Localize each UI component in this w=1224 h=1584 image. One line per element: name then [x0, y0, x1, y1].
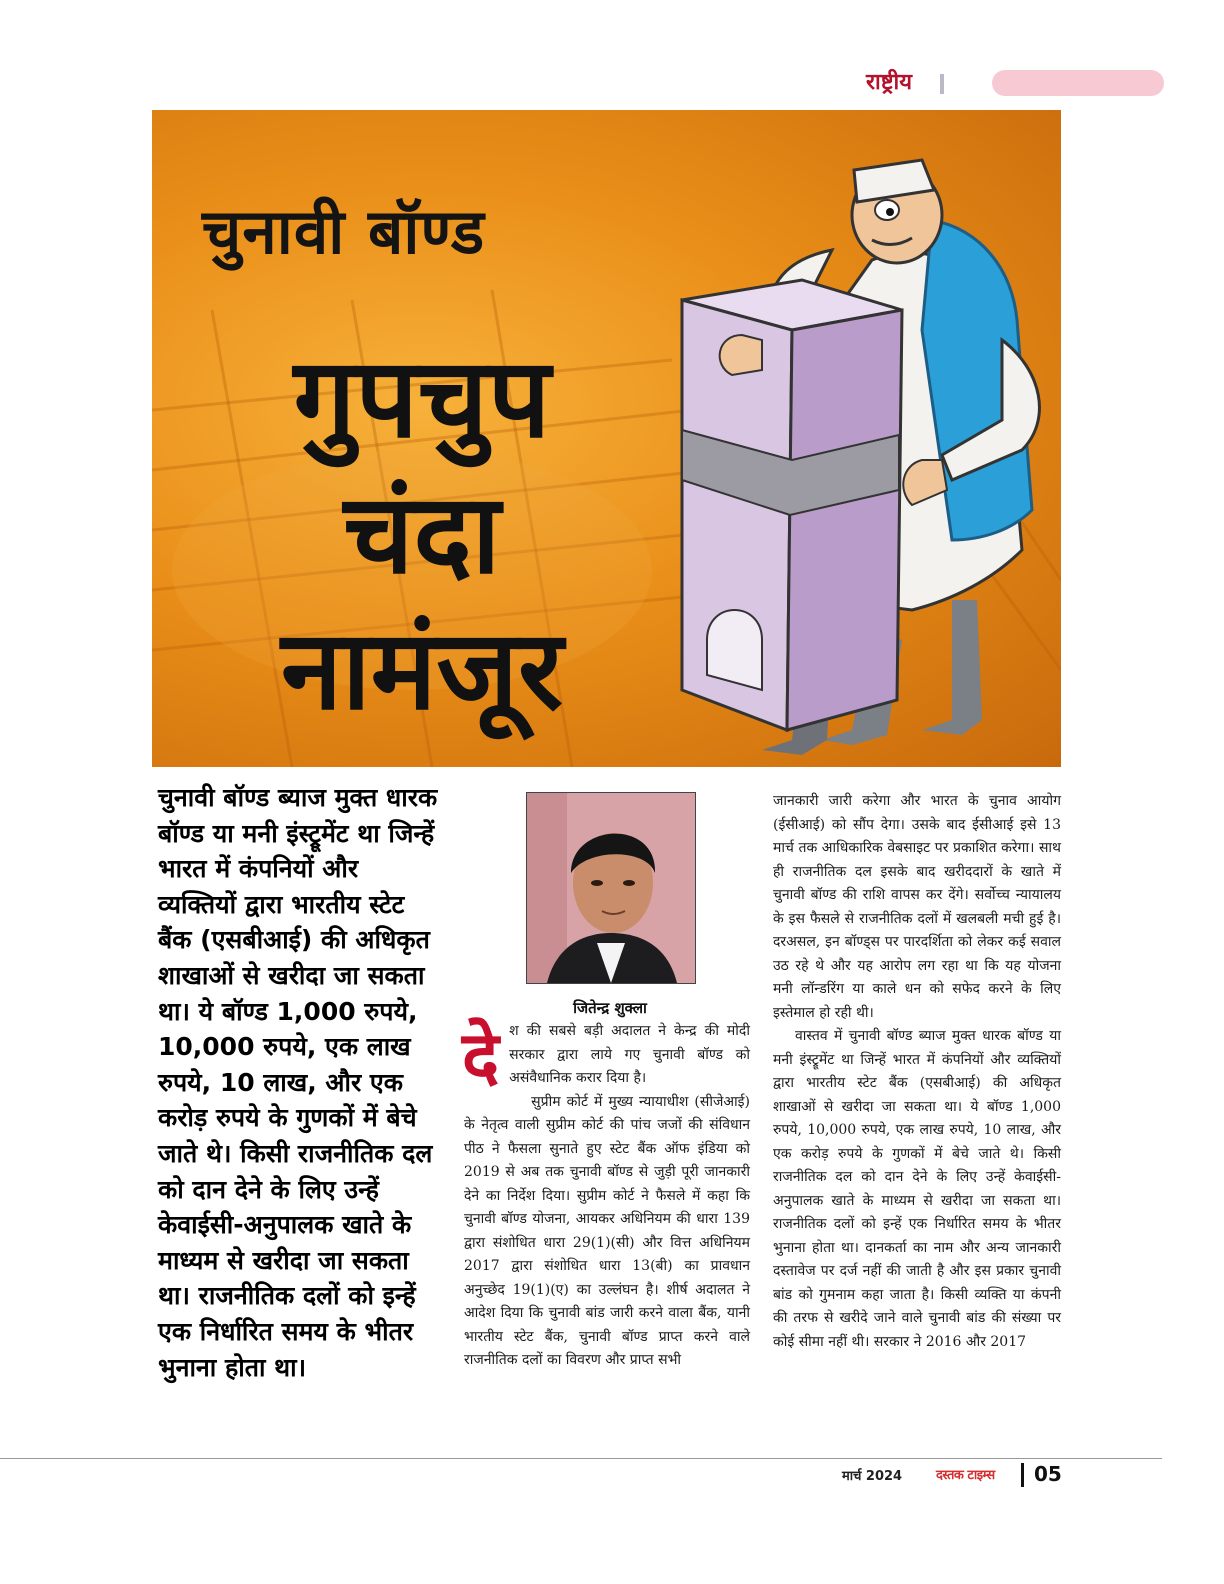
dropcap: दे — [462, 1016, 500, 1098]
hero-illustration — [152, 110, 1061, 767]
article-paragraph: सुप्रीम कोर्ट में मुख्य न्यायाधीश (सीजेआई) के नेतृत्व वाली सुप्रीम कोर्ट की पांच जजों की संविधान पीठ ने फैसला सुनाते हुए स्टेट बैंक ऑफ इंडिया को 2019 से अब तक चुनावी बॉण्ड से जुड़ी पूरी जानकारी देने का निर्देश दिया। सुप्रीम कोर्ट ने फैसले में कहा कि चुनावी बॉण्ड योजना, आयकर अधिनियम की धारा 139 द्वारा संशोधित धारा 29(1)(सी) और वित्त अधिनियम 2017 द्वारा संशोधित धारा 13(बी) का प्रावधान अनुच्छेद 19(1)(ए) का उल्लंघन है। शीर्ष अदालत ने आदेश दिया कि चुनावी बांड जारी करने वाला बैंक, यानी भारतीय स्टेट बैंक, चुनावी बॉण्ड प्राप्त करने वाले राजनीतिक दलों का विवरण और प्राप्त सभी — [464, 1093, 750, 1368]
article-column-1 — [462, 1016, 750, 1373]
headline-line-3: नामंजूर — [281, 606, 563, 734]
author-name-caption: जितेन्द्र शुक्ला — [573, 999, 647, 1017]
headline-line-2: चंदा — [343, 470, 501, 598]
section-label: राष्ट्रीय — [866, 70, 913, 95]
article-paragraph: जानकारी जारी करेगा और भारत के चुनाव आयोग (ईसीआई) को सौंप देगा। उसके बाद ईसीआई इसे 13 मार्च तक आधिकारिक वेबसाइट पर प्रकाशित करेगा। साथ ही राजनीतिक दल इसके बाद खरीददारों के खाते में चुनावी बॉण्ड की राशि वापस कर देंगे। सर्वोच्च न्यायालय के इस फैसले से राजनीतिक दलों में खलबली मची हुई है। दरअसल, इन बॉण्ड्स पर पारदर्शिता को लेकर कई सवाल उठ रहे थे और यह आरोप लग रहा था कि यह योजना मनी लॉन्डरिंग या काले धन को सफेद करने के लिए इस्तेमाल हो रही थी। — [773, 793, 1061, 1021]
issue-date: मार्च 2024 — [842, 1469, 903, 1484]
footer-separator — [1021, 1463, 1024, 1487]
author-portrait — [527, 793, 695, 983]
section-divider — [940, 74, 944, 94]
headline-line-1: गुपचुप — [293, 334, 551, 462]
footer-divider — [0, 1458, 1162, 1459]
section-decoration-pill — [992, 70, 1164, 96]
article-opening-paragraph — [462, 1016, 750, 1373]
hero-headline — [212, 330, 632, 738]
article-column-2 — [773, 790, 1061, 1354]
politician-hugging-cash-bundle-illustration — [622, 130, 1052, 760]
publication-logo: दस्तक टाइम्स — [936, 1468, 995, 1483]
hero-kicker: चुनावी बॉण्ड — [202, 195, 486, 268]
article-paragraph: वास्तव में चुनावी बॉण्ड ब्याज मुक्त धारक बॉण्ड या मनी इंस्ट्रूमेंट था जिन्हें भारत में कंपनियों और व्यक्तियों द्वारा भारतीय स्टेट बैंक (एसबीआई) की अधिकृत शाखाओं से खरीदा जा सकता था। ये बॉण्ड 1,000 रुपये, 10,000 रुपये, एक लाख रुपये, 10 लाख, और एक करोड़ रुपये के गुणकों में बेचे जाते थे। किसी राजनीतिक दल को दान देने के लिए उन्हें केवाईसी-अनुपालक खाते के माध्यम से खरीदा जा सकता था। राजनीतिक दलों को इन्हें एक निर्धारित समय के भीतर भुनाना होता था। दानकर्ता का नाम और अन्य जानकारी दस्तावेज पर दर्ज नहीं की जाती है और इस प्रकार चुनावी बांड को गुमनाम कहा जाता है। किसी व्यक्ति या कंपनी की तरफ से खरीदे जाने वाले चुनावी बांड की संख्या पर कोई सीमा नहीं थी। सरकार ने 2016 और 2017 — [773, 1028, 1061, 1350]
opening-sentence: श की सबसे बड़ी अदालत ने केन्द्र की मोदी सरकार द्वारा लाये गए चुनावी बॉण्ड को असंवैधानिक करार दिया है। — [509, 1023, 750, 1086]
lead-paragraph: चुनावी बॉण्ड ब्याज मुक्त धारक बॉण्ड या मनी इंस्ट्रूमेंट था जिन्हें भारत में कंपनियों और व्यक्तियों द्वारा भारतीय स्टेट बैंक (एसबीआई) की अधिकृत शाखाओं से खरीदा जा सकता था। ये बॉण्ड 1,000 रुपये, 10,000 रुपये, एक लाख रुपये, 10 लाख, और एक करोड़ रुपये के गुणकों में बेचे जाते थे। किसी राजनीतिक दल को दान देने के लिए उन्हें केवाईसी-अनुपालक खाते के माध्यम से खरीदा जा सकता था। राजनीतिक दलों को इन्हें एक निर्धारित समय के भीतर भुनाना होता था। — [158, 783, 438, 1382]
page-number: 05 — [1034, 1462, 1062, 1486]
author-photo — [526, 792, 696, 984]
